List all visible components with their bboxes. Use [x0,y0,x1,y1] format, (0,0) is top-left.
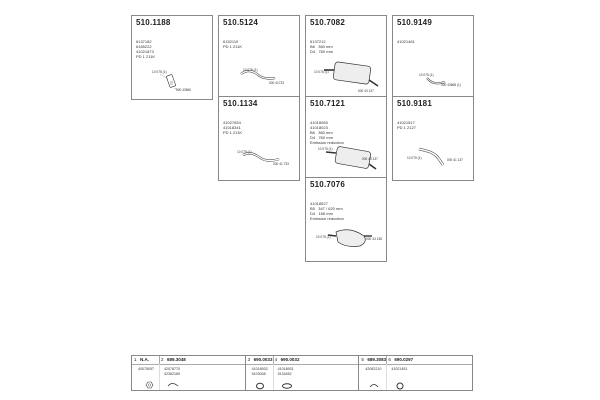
svg-text:10 075 (1): 10 075 (1) [316,235,331,239]
part-details: 41021517 PD 1 2127 [397,120,416,130]
muffler-drawing-icon [306,97,387,181]
svg-text:10 075 (1): 10 075 (1) [237,150,252,154]
svg-text:000 41 137: 000 41 137 [447,158,463,162]
svg-text:10 075 (1): 10 075 (1) [407,156,422,160]
part-number: 510.7121 [310,99,345,108]
part-number: 510.5124 [223,18,258,27]
muffler-drawing-icon [306,16,387,100]
part-card-3[interactable] [305,15,387,100]
clamp-small-icon [370,385,378,388]
svg-text:10 075 (1): 10 075 (1) [152,70,167,74]
part-number: 510.9181 [397,99,432,108]
part-card-5[interactable] [218,96,300,181]
part-details: 41027654 41018341 PD 1 211K [223,120,243,135]
part-card-2[interactable] [218,15,300,100]
part-details: 41021461 [397,39,415,44]
part-number: 510.1188 [136,18,171,27]
ring-gasket-icon [256,383,263,389]
svg-text:10 075 (1): 10 075 (1) [419,73,434,77]
part-details: 6152110 PD 1 211K [223,39,243,49]
svg-text:10 075 (1): 10 075 (1) [243,68,258,72]
oval-gasket-icon [282,384,291,388]
part-details: 41018065 41018023 B6 360 mm D4 760 mm Emission reduction [310,120,344,145]
svg-text:000 43 137: 000 43 137 [362,157,378,161]
pipe-drawing-icon [393,16,474,100]
ring-gasket-icon [397,383,403,389]
svg-text:000 43560: 000 43560 [176,88,192,92]
accessories-legend [131,355,473,391]
svg-text:000 43 137: 000 43 137 [358,89,374,93]
legend-cell-2: 3 690.0033 4 690.0032 41018933 9103008 41018931 9134452 [246,356,360,390]
legend-cell-1: 1 N.A. 2 689.3048 40075057 42078770 42362169 [132,356,246,390]
part-details: 6137212 B6 360 mm D4 760 mm [310,39,333,54]
part-number: 510.1134 [223,99,258,108]
part-card-7[interactable] [392,96,474,181]
part-card-4[interactable] [392,15,474,100]
svg-text:000 43668 (1): 000 43668 (1) [441,83,461,87]
clamp-icon [168,384,178,387]
part-card-6[interactable] [305,96,387,181]
svg-text:000 41733: 000 41733 [269,81,285,85]
part-number: 510.9149 [397,18,432,27]
svg-text:10 076 (1): 10 076 (1) [314,70,329,74]
part-number: 510.7082 [310,18,345,27]
part-number: 510.7076 [310,180,345,189]
svg-text:10 075 (1): 10 075 (1) [318,147,333,151]
legend-cell-3: 5 689.3083 6 690.0297 42062210 41021451 [359,356,472,390]
pipe-drawing-icon [219,16,300,100]
muffler-drawing-icon [306,178,387,262]
svg-text:000 41 733: 000 41 733 [273,162,289,166]
part-details: 6137182 6165222 41021873 PD 1 211K [136,39,156,59]
part-card-8[interactable] [305,177,387,262]
part-details: 41018527 B5 347 / 620 mm D4 166 mm Emission reduction [310,201,344,221]
pipe-drawing-icon [132,16,213,100]
svg-text:000 43 138: 000 43 138 [366,237,382,241]
part-card-1[interactable] [131,15,213,100]
pipe-drawing-icon [393,97,474,181]
pipe-drawing-icon [219,97,300,181]
nut-icon [146,382,153,388]
